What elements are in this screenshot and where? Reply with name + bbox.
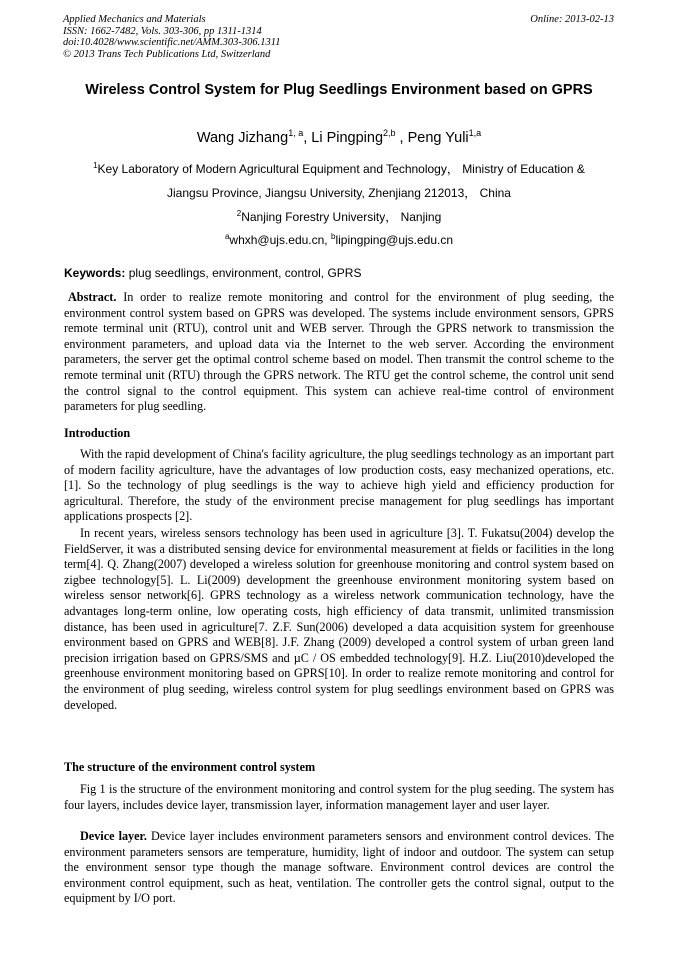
intro-paragraph-2 [64, 526, 614, 713]
keywords-label: Keywords: [64, 266, 126, 280]
author-affil-mark: 2,b [383, 128, 396, 138]
affiliation-2 [60, 208, 618, 225]
email-address: lipingping@ujs.edu.cn [335, 233, 454, 247]
affiliation-1-cont: Jiangsu Province, Jiangsu University, Zhenjiang 212013， China [167, 186, 511, 200]
copyright-line: © 2013 Trans Tech Publications Ltd, Switzerland [63, 48, 271, 60]
author-separator: , [303, 129, 312, 146]
email-line [60, 232, 618, 247]
affiliation-1 [60, 160, 618, 177]
author-name: Peng Yuli [407, 129, 469, 146]
email-mark: a [224, 232, 230, 241]
abstract-label: Abstract. [68, 290, 117, 304]
affiliation-mark: 2 [236, 209, 242, 218]
section-heading-structure: The structure of the environment control system [64, 760, 316, 774]
structure-paragraph-1 [64, 782, 614, 813]
issn-line: ISSN: 1662-7482, Vols. 303-306, pp 1311-1314 [63, 25, 262, 37]
journal-name: Applied Mechanics and Materials [63, 14, 206, 25]
keywords-text: plug seedlings, environment, control, GPRS [125, 266, 362, 280]
section-heading-introduction: Introduction [64, 426, 131, 440]
author-affil-mark: 1,a [468, 128, 482, 138]
affiliation-text: Key Laboratory of Modern Agricultural Equipment and Technology， Ministry of Education & [97, 162, 585, 176]
device-layer-paragraph [64, 829, 614, 907]
email-mark: b [330, 232, 336, 241]
author-name: Wang Jizhang [196, 129, 289, 146]
email-address: whxh@ujs.edu.cn, [229, 233, 331, 247]
device-layer-label: Device layer. [80, 829, 147, 843]
author-name: Li Pingping [311, 129, 384, 146]
affiliation-text: Nanjing Forestry University， Nanjing [241, 210, 442, 224]
abstract [64, 290, 614, 415]
author-separator: , [395, 129, 408, 146]
author-affil-mark: 1, a [288, 128, 304, 138]
paragraph-text: In recent years, wireless sensors technology has been used in agriculture [3]. T. Fukatsu(2004) develop the FieldServer, it was a distributed sensing device for environmental measurement at fields or facilities in the long term[4]. Q. Zhang(2007) developed a wireless solution for greenhouse monitoring and control system based on zigbee technology[5]. L. Li(2009) development the greenhouse environment monitoring system based on wireless sensor network[6]. GPRS technology as a wireless network communication technology, have the advantages long-term online, low operating costs, high efficiency of data transmit, unlimited transmission distance, has been used in agriculture[7. Z.F. Sun(2006) developed a data acquisition system for greenhouse environment based on GPRS and WEB[8]. J.F. Zhang (2009) developed a control system of urban green land precision irrigation based on GPRS/SMS and µC / OS embedded technology[9]. H.Z. Liu(2010)developed the greenhouse environment monitoring based on GPRS[10]. In order to realize remote monitoring and control for the environment of plug seeding, wireless control system for plug seedlings environment based on GPRS was developed. [64, 526, 614, 712]
paper-title: Wireless Control System for Plug Seedlings Environment based on GPRS [85, 82, 593, 98]
author-list [60, 128, 618, 146]
intro-paragraph-1 [64, 447, 614, 525]
paragraph-text: Device layer includes environment parameters sensors and environment control devices. The environment parameters sensors are temperature, humidity, light of indoor and outdoor. The system can setup the environment sensor type though the manage software. Environment control devices are control the environment control equipment, such as heat, ventilation. The controller gets the control signal, output to the equipment by I/O port. [64, 829, 614, 906]
online-date: Online: 2013-02-13 [530, 14, 614, 25]
abstract-text: In order to realize remote monitoring and control for the environment of plug seeding, the environment control system based on GPRS was developed. The systems include environment sensors, GPRS remote terminal unit (RTU), control unit and WEB server. Through the GPRS network to transmission the environment parameters, and upload data via the Internet to the web server. According the environment parameters, the server get the optimal control scheme based on model. Then transmit the control scheme to the remote terminal unit (RTU) through the GPRS network. The RTU get the control scheme, the control unit send the control signal to the control equipment. This system can achieve real-time control of environment parameters for plug seedling. [64, 290, 614, 414]
keywords [64, 266, 361, 280]
doi-line: doi:10.4028/www.scientific.net/AMM.303-306.1311 [63, 37, 281, 48]
journal-header [63, 14, 280, 60]
affiliation-mark: 1 [93, 161, 98, 170]
paragraph-text: Fig 1 is the structure of the environment monitoring and control system for the plug seeding. The system has four layers, includes device layer, transmission layer, information management layer and user layer. [64, 782, 614, 812]
paragraph-text: With the rapid development of China's facility agriculture, the plug seedlings technology as an important part of modern facility agriculture, have the advantages of low production costs, easy mechanized operations, etc. [1]. So the technology of plug seedlings is the way to achieve high yield and efficiency production for agricultural. Therefore, the study of the environment precise management for plug seedlings has important applications prospects [2]. [64, 447, 614, 524]
